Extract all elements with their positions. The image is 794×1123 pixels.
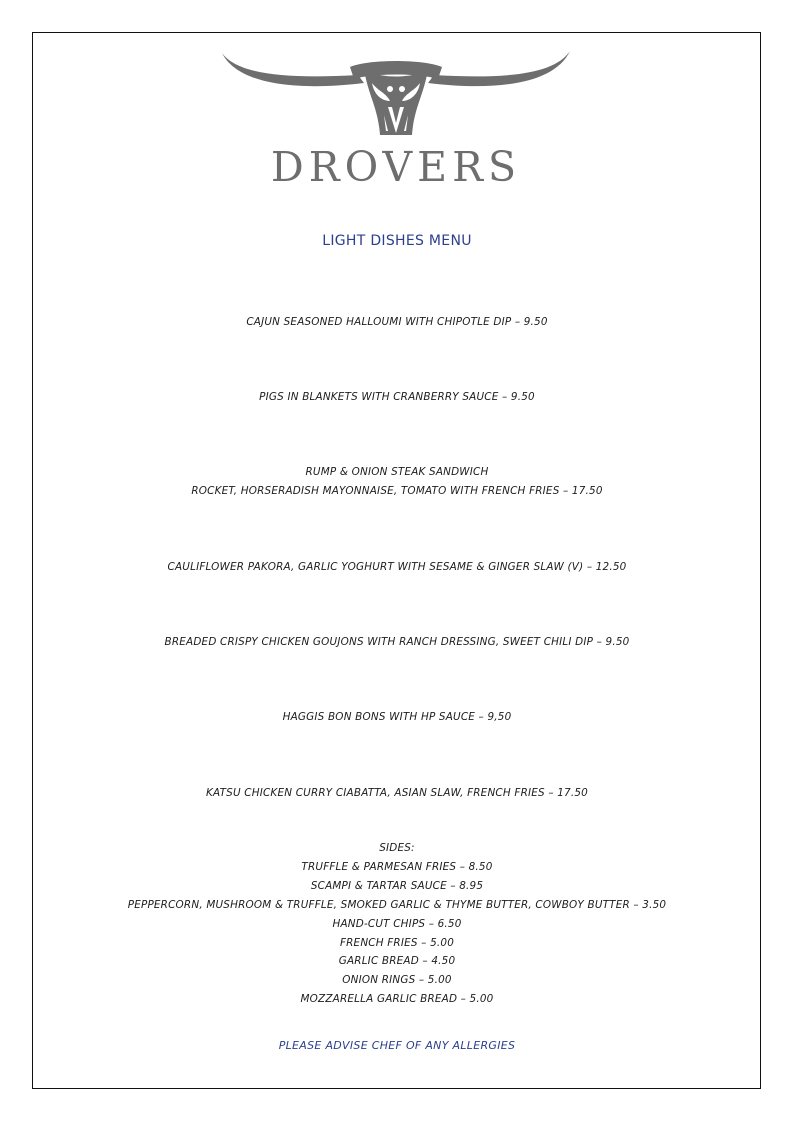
brand-name: DROVERS (270, 143, 522, 191)
menu-item: HAGGIS BON BONS WITH HP SAUCE – 9,50 (282, 711, 512, 723)
menu-title: LIGHT DISHES MENU (322, 233, 472, 249)
side-item: PEPPERCORN, MUSHROOM & TRUFFLE, SMOKED GARLIC & THYME BUTTER, COWBOY BUTTER – 3.50 (127, 898, 667, 911)
menu-item: CAJUN SEASONED HALLOUMI WITH CHIPOTLE DIP – 9.50 (246, 316, 548, 328)
menu-item-name: RUMP & ONION STEAK SANDWICH (305, 466, 489, 478)
longhorn-skull-icon (218, 45, 574, 145)
menu-item: KATSU CHICKEN CURRY CIABATTA, ASIAN SLAW, FRENCH FRIES – 17.50 (206, 787, 588, 799)
menu-item: BREADED CRISPY CHICKEN GOUJONS WITH RANCH DRESSING, SWEET CHILI DIP – 9.50 (164, 636, 630, 648)
side-item: ONION RINGS – 5.00 (342, 974, 452, 987)
side-item: MOZZARELLA GARLIC BREAD – 5.00 (300, 993, 494, 1006)
side-item: TRUFFLE & PARMESAN FRIES – 8.50 (301, 860, 493, 873)
menu-item (0, 463, 794, 501)
sides-heading: SIDES: (379, 842, 415, 854)
side-item: HAND-CUT CHIPS – 6.50 (332, 917, 462, 930)
side-item: FRENCH FRIES – 5.00 (339, 936, 455, 949)
side-item: GARLIC BREAD – 4.50 (338, 955, 456, 968)
side-item: SCAMPI & TARTAR SAUCE – 8.95 (310, 879, 484, 892)
sides-section (0, 839, 794, 1009)
menu-item-detail: ROCKET, HORSERADISH MAYONNAISE, TOMATO WITH FRENCH FRIES – 17.50 (191, 485, 603, 497)
drovers-logo (218, 45, 574, 190)
menu-item: PIGS IN BLANKETS WITH CRANBERRY SAUCE – 9.50 (259, 391, 535, 403)
menu-item: CAULIFLOWER PAKORA, GARLIC YOGHURT WITH SESAME & GINGER SLAW (V) – 12.50 (167, 561, 627, 573)
allergy-notice: PLEASE ADVISE CHEF OF ANY ALLERGIES (278, 1039, 516, 1052)
